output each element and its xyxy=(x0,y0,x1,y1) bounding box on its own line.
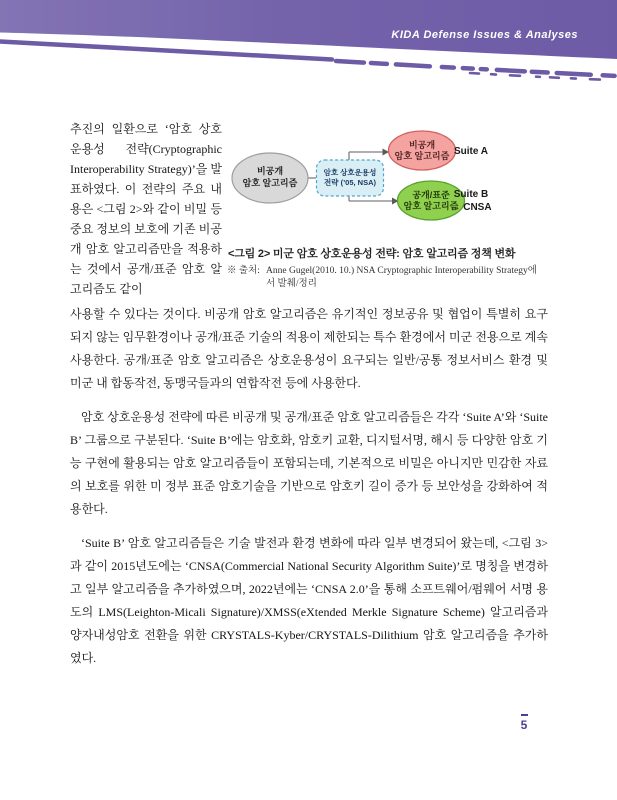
header-brush-stripe xyxy=(0,42,332,60)
page-number-dash xyxy=(521,714,528,716)
suite-b-line2: 암호 알고리즘 xyxy=(403,201,459,211)
page-number: 5 xyxy=(520,718,528,732)
journal-title: KIDA Defense Issues & Analyses xyxy=(391,29,578,41)
left-ellipse-line1: 비공개 xyxy=(256,166,284,176)
suite-a-line2: 암호 알고리즘 xyxy=(394,151,450,161)
article-body xyxy=(70,119,548,670)
figure-2 xyxy=(226,121,548,292)
suite-a-line1: 비공개 xyxy=(408,140,436,150)
paragraph-2: 암호 상호운용성 전략에 따른 비공개 및 공개/표준 암호 알고리즘들은 각각 ‘Suite A’와 ‘Suite B’ 그룹으로 구분된다. ‘Suite B’에는 암호화, 암호키 교환, 디지털서명, 해시 등 다양한 암호 기능 구현에 활용되는 암호 알고리즘들이 포함되는데, 기본적으로 비밀은 아니지만 민감한 자료의 보호를 위한 미 정부 표준 암호기술을 기반으로 암호키 길이 증가 등 보안성을 강화하여 적용한다. xyxy=(70,410,548,516)
figure-source-text: Anne Gugel(2010. 10.) NSA Cryptographic Interoperability Strategy에서 발췌/정리 xyxy=(266,266,537,290)
page-number-block xyxy=(513,714,535,732)
suite-b-label-line2: → CNSA xyxy=(450,202,492,213)
figure-source-prefix: ※ 출처: xyxy=(227,266,260,276)
strategy-box-line1: 암호 상호운용성 xyxy=(323,168,377,177)
header-band xyxy=(0,0,617,100)
figure-caption: <그림 2> 미군 암호 상호운용성 전략: 암호 알고리즘 정책 변화 xyxy=(228,248,516,260)
strategy-box-line2: 전략 (’05, NSA) xyxy=(324,178,376,187)
suite-b-label-line1: Suite B xyxy=(453,189,489,200)
suite-a-label: Suite A xyxy=(453,146,489,157)
paragraph-3: ‘Suite B’ 암호 알고리즘들은 기술 발전과 환경 변화에 따라 일부 변경되어 왔는데, <그림 3>과 같이 2015년도에는 ‘CNSA(Commercial National Security Algorithm Suite)’로 명칭을 변경하고 일부 알고리즘을 추가하였으며, 2022년에는 ‘CNSA 2.0’을 통해 소프트웨어/펌웨어 서명 용도의 LMS(Leighton-Micali Signature)/XMSS(eXtended Merkle Signature Scheme) 알고리즘과 양자내성암호 전환을 위한 CRYSTALS-Kyber/CRYSTALS-Dilithium 암호 알고리즘을 추가하였다. xyxy=(70,536,548,665)
paragraph-1-column: 추진의 일환으로 ‘암호 상호운용성 전략(Cryptographic Interoperability Strategy)’을 발표하였다. 이 전략의 주요 내용은 <그림 2>와 같이 비밀 등 중요 정보의 보호에 기존 비공개 암호 알고리즘만을 적용하는 것에서 공개/표준 암호 알고리즘도 같이 xyxy=(70,122,222,296)
suite-b-line1: 공개/표준 xyxy=(412,190,450,200)
figure-2-diagram xyxy=(226,121,518,237)
paragraph-1-continued: 사용할 수 있다는 것이다. 비공개 암호 알고리즘은 유기적인 정보공유 및 협업이 특별히 요구되지 않는 임무환경이나 공개/표준 기술의 적용이 제한되는 특수 환경에서 미군 전용으로 계속 사용한다. 공개/표준 암호 알고리즘은 상호운용성이 요구되는 일반/공통 정보서비스 환경 및 미군 내 합동작전, 동맹국들과의 연합작전 등에 사용한다. xyxy=(70,307,548,390)
left-ellipse-line2: 암호 알고리즘 xyxy=(242,178,298,188)
figure-source xyxy=(226,265,542,292)
